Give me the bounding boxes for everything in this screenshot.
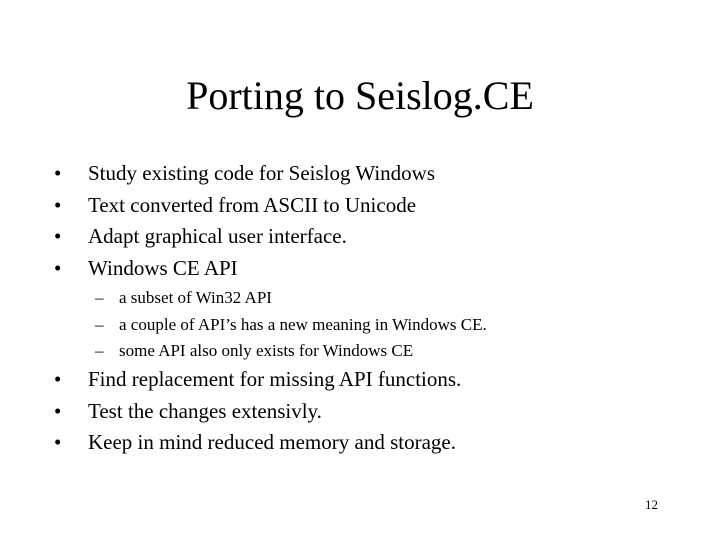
bullet-item — [54, 427, 461, 459]
bullet-icon: • — [54, 430, 62, 454]
bullet-text: Keep in mind reduced memory and storage. — [88, 430, 456, 454]
bullet-icon: • — [54, 367, 62, 391]
sub-bullet-text: a subset of Win32 API — [119, 288, 272, 307]
bullet-icon: • — [54, 398, 62, 423]
sub-bullet-item — [95, 312, 487, 339]
bullet-text: Text converted from ASCII to Unicode — [88, 192, 417, 217]
sub-bullet-text: some API also only exists for Windows CE — [119, 341, 414, 360]
bullet-item — [54, 364, 461, 396]
sub-bullet-item — [95, 285, 487, 312]
bullet-text: Adapt graphical user interface. — [88, 224, 347, 248]
sub-bullet-item — [95, 338, 487, 365]
bullet-text: Study existing code for Seislog Windows — [88, 161, 436, 185]
bullet-icon: • — [54, 255, 62, 280]
slide-title: Porting to Seislog.CE — [186, 73, 534, 118]
sub-bullet-list — [95, 285, 487, 365]
bullet-text: Windows CE API — [88, 255, 238, 280]
bullet-text: Find replacement for missing API functions. — [88, 367, 462, 391]
dash-icon: – — [95, 288, 104, 307]
bullet-icon: • — [54, 192, 62, 217]
bullet-item — [54, 190, 435, 222]
bullet-item — [54, 158, 435, 190]
sub-bullet-text: a couple of API’s has a new meaning in Windows CE. — [119, 314, 487, 334]
slide-number: 12 — [645, 497, 658, 512]
bullet-item — [54, 221, 435, 253]
dash-icon: – — [95, 314, 104, 334]
bullet-item — [54, 253, 435, 285]
bullet-icon: • — [54, 161, 62, 185]
bullet-list-bottom — [54, 364, 461, 459]
bullet-list-top — [54, 158, 435, 284]
bullet-icon: • — [54, 224, 62, 248]
dash-icon: – — [95, 341, 104, 360]
bullet-item — [54, 396, 461, 428]
bullet-text: Test the changes extensivly. — [88, 398, 322, 423]
